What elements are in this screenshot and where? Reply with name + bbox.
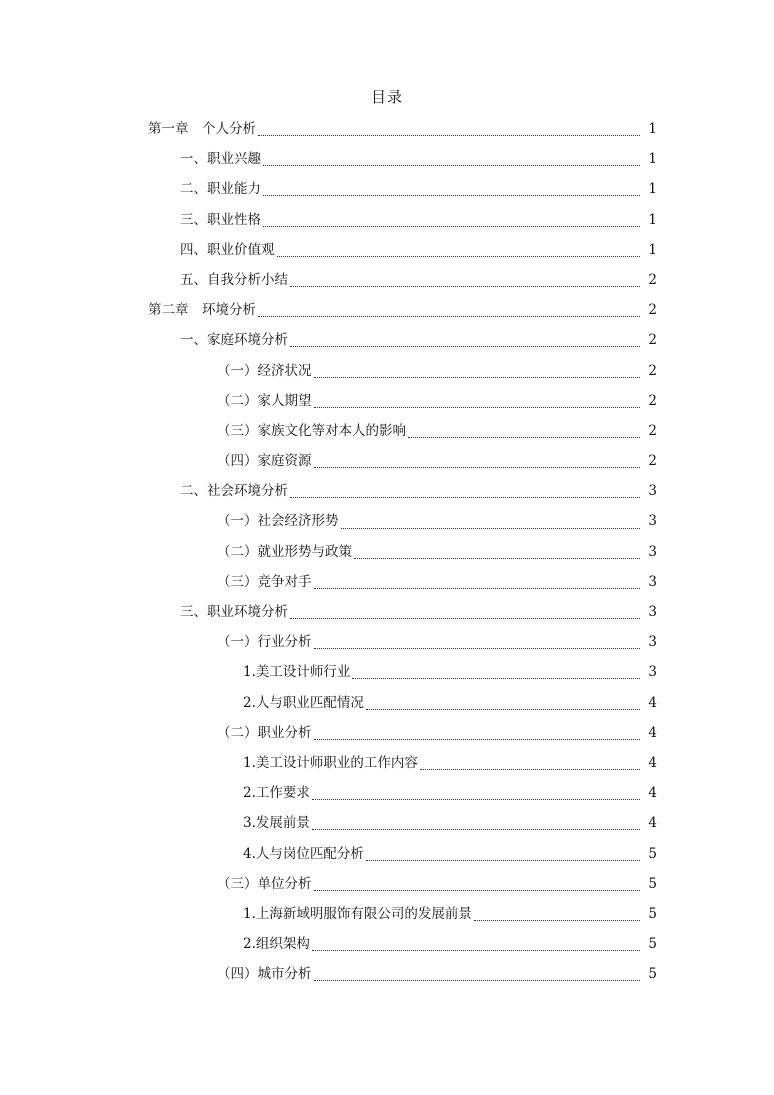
toc-entry-page-number: 3 bbox=[648, 573, 657, 590]
toc-entry[interactable] bbox=[0, 265, 774, 295]
toc-entry-page-number: 4 bbox=[648, 754, 657, 771]
toc-entry[interactable] bbox=[0, 205, 774, 235]
toc-entry-label: 2.工作要求 bbox=[243, 785, 310, 802]
toc-entry[interactable] bbox=[0, 597, 774, 627]
dot-leader bbox=[314, 889, 641, 891]
dot-leader bbox=[314, 376, 641, 378]
toc-entry-page-number: 4 bbox=[648, 724, 657, 741]
toc-entry[interactable] bbox=[0, 386, 774, 416]
dot-leader bbox=[290, 617, 640, 619]
dot-leader bbox=[312, 798, 640, 800]
toc-entry-label: 2.人与职业匹配情况 bbox=[243, 694, 364, 711]
toc-entry-label: （二）家人期望 bbox=[217, 392, 312, 409]
toc-entry-page-number: 3 bbox=[648, 513, 657, 530]
toc-entry[interactable] bbox=[0, 869, 774, 899]
toc-entry-page-number: 2 bbox=[648, 392, 657, 409]
toc-entry[interactable] bbox=[0, 174, 774, 204]
toc-entry-label: 1.美工设计师行业 bbox=[243, 664, 351, 681]
toc-entry-label: 一、家庭环境分析 bbox=[180, 332, 288, 349]
toc-entry-label: （一）社会经济形势 bbox=[217, 513, 339, 530]
dot-leader bbox=[352, 677, 640, 679]
dot-leader bbox=[290, 496, 640, 498]
toc-entry-label: 1.上海新域明服饰有限公司的发展前景 bbox=[243, 905, 472, 922]
toc-entry-page-number: 2 bbox=[648, 453, 657, 470]
toc-entry-label: 一、职业兴趣 bbox=[180, 151, 261, 168]
toc-entry-label: （四）城市分析 bbox=[217, 966, 312, 983]
dot-leader bbox=[290, 285, 640, 287]
toc-entry-page-number: 2 bbox=[648, 422, 657, 439]
dot-leader bbox=[290, 345, 640, 347]
toc-entry-page-number: 1 bbox=[648, 151, 657, 168]
toc-entry-page-number: 2 bbox=[648, 302, 657, 319]
dot-leader bbox=[312, 949, 640, 951]
toc-entry-label: （二）就业形势与政策 bbox=[217, 543, 352, 560]
toc-entry[interactable] bbox=[0, 778, 774, 808]
toc-entry[interactable] bbox=[0, 657, 774, 687]
toc-entry[interactable] bbox=[0, 446, 774, 476]
toc-entry-label: （三）竞争对手 bbox=[217, 573, 312, 590]
dot-leader bbox=[366, 859, 640, 861]
dot-leader bbox=[408, 436, 640, 438]
toc-entry-page-number: 3 bbox=[648, 543, 657, 560]
toc-entry-label: 2.组织架构 bbox=[243, 936, 310, 953]
toc-entry-page-number: 3 bbox=[648, 664, 657, 681]
toc-entry-label: 三、职业环境分析 bbox=[180, 604, 288, 620]
toc-entry[interactable] bbox=[0, 627, 774, 657]
toc-entry-page-number: 4 bbox=[648, 694, 657, 711]
toc-entry-page-number: 3 bbox=[648, 604, 657, 620]
toc-entry[interactable] bbox=[0, 808, 774, 838]
toc-entry-page-number: 4 bbox=[648, 815, 657, 832]
toc-entry-label: 五、自我分析小结 bbox=[180, 271, 288, 288]
toc-entry[interactable] bbox=[0, 476, 774, 506]
toc-title: 目录 bbox=[370, 88, 403, 106]
dot-leader bbox=[354, 557, 640, 559]
toc-entry-label: （二）职业分析 bbox=[217, 724, 312, 741]
toc-entry-label: （三）家族文化等对本人的影响 bbox=[217, 422, 406, 439]
dot-leader bbox=[277, 255, 641, 257]
toc-entry-page-number: 4 bbox=[648, 785, 657, 802]
toc-entry[interactable] bbox=[0, 839, 774, 869]
toc-entry[interactable] bbox=[0, 144, 774, 174]
toc-entry[interactable] bbox=[0, 295, 774, 325]
dot-leader bbox=[314, 406, 641, 408]
toc-entry-label: （一）经济状况 bbox=[217, 362, 312, 379]
toc-entry-page-number: 5 bbox=[648, 966, 657, 983]
dot-leader bbox=[263, 164, 640, 166]
toc-entry[interactable] bbox=[0, 114, 774, 144]
toc-entry[interactable] bbox=[0, 416, 774, 446]
toc-entry-label: 第二章 环境分析 bbox=[148, 302, 256, 319]
toc-entry-label: 二、职业能力 bbox=[180, 181, 261, 198]
dot-leader bbox=[366, 708, 640, 710]
dot-leader bbox=[341, 527, 641, 529]
dot-leader bbox=[263, 225, 640, 227]
dot-leader bbox=[314, 466, 641, 468]
toc-entry-label: 4.人与岗位匹配分析 bbox=[243, 845, 364, 862]
dot-leader bbox=[258, 315, 640, 317]
toc-entry-page-number: 2 bbox=[648, 271, 657, 288]
toc-entry-label: （三）单位分析 bbox=[217, 875, 312, 892]
toc-entry-label: 四、职业价值观 bbox=[180, 241, 275, 258]
toc-entry[interactable] bbox=[0, 899, 774, 929]
toc-entry-label: 第一章 个人分析 bbox=[148, 121, 256, 137]
dot-leader bbox=[258, 134, 640, 136]
toc-entry[interactable] bbox=[0, 506, 774, 536]
toc-entry-page-number: 5 bbox=[648, 936, 657, 953]
table-of-contents bbox=[0, 114, 774, 989]
toc-entry[interactable] bbox=[0, 537, 774, 567]
toc-entry-label: 二、社会环境分析 bbox=[180, 483, 288, 500]
toc-entry-label: 三、职业性格 bbox=[180, 211, 261, 228]
toc-entry-label: 3.发展前景 bbox=[243, 815, 310, 832]
dot-leader bbox=[314, 647, 641, 649]
dot-leader bbox=[420, 768, 640, 770]
toc-entry-label: 1.美工设计师职业的工作内容 bbox=[243, 754, 418, 771]
dot-leader bbox=[312, 828, 640, 830]
toc-entry-page-number: 2 bbox=[648, 332, 657, 349]
toc-entry-page-number: 2 bbox=[648, 362, 657, 379]
dot-leader bbox=[263, 194, 640, 196]
toc-entry[interactable] bbox=[0, 748, 774, 778]
toc-entry[interactable] bbox=[0, 688, 774, 718]
toc-entry-label: （四）家庭资源 bbox=[217, 453, 312, 470]
toc-entry[interactable] bbox=[0, 959, 774, 989]
toc-entry[interactable] bbox=[0, 356, 774, 386]
dot-leader bbox=[314, 587, 641, 589]
toc-entry[interactable] bbox=[0, 325, 774, 355]
dot-leader bbox=[474, 919, 640, 921]
toc-entry-page-number: 1 bbox=[648, 121, 657, 137]
dot-leader bbox=[314, 738, 641, 740]
toc-entry-page-number: 1 bbox=[648, 181, 657, 198]
toc-entry[interactable] bbox=[0, 929, 774, 959]
toc-entry[interactable] bbox=[0, 718, 774, 748]
dot-leader bbox=[314, 979, 641, 981]
toc-entry-page-number: 5 bbox=[648, 845, 657, 862]
toc-entry-page-number: 5 bbox=[648, 875, 657, 892]
toc-entry-page-number: 5 bbox=[648, 905, 657, 922]
toc-entry-label: （一）行业分析 bbox=[217, 634, 312, 651]
toc-entry[interactable] bbox=[0, 567, 774, 597]
toc-entry[interactable] bbox=[0, 235, 774, 265]
toc-entry-page-number: 3 bbox=[648, 483, 657, 500]
toc-entry-page-number: 1 bbox=[648, 241, 657, 258]
toc-entry-page-number: 3 bbox=[648, 634, 657, 651]
toc-entry-page-number: 1 bbox=[648, 211, 657, 228]
